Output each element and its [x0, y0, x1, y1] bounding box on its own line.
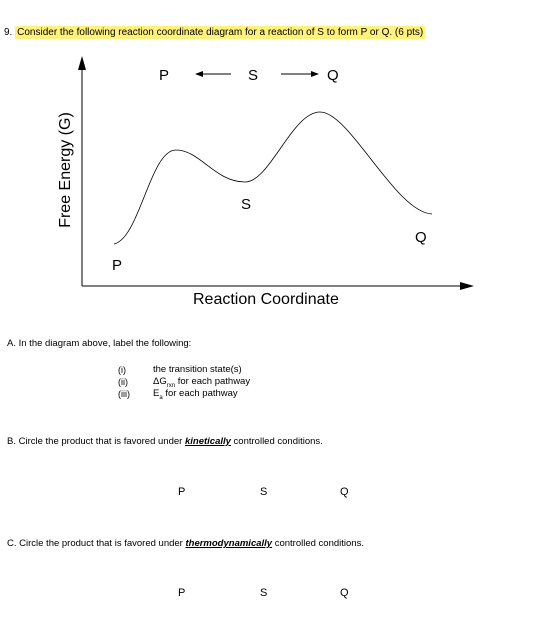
- part-a-item-3-text: [153, 388, 238, 401]
- y-axis-label: Free Energy (G): [57, 112, 74, 228]
- part-b-choice-s[interactable]: S: [260, 486, 268, 498]
- part-c-prompt-end: controlled conditions.: [272, 538, 364, 549]
- question-text: Consider the following reaction coordinate diagram for a reaction of S to form P or Q.: [17, 27, 393, 38]
- curve-label-q: Q: [415, 229, 427, 246]
- question-points: (6 pts): [394, 27, 424, 38]
- part-c-emphasis: thermodynamically: [185, 538, 273, 549]
- x-axis-label: Reaction Coordinate: [193, 291, 339, 308]
- curve-label-s: S: [241, 196, 252, 213]
- part-c-prompt-start: C. Circle the product that is favored under: [7, 538, 186, 549]
- energy-curve: [114, 112, 432, 244]
- part-c-choice-q[interactable]: Q: [340, 587, 349, 599]
- x-axis-arrowhead: [460, 282, 474, 290]
- part-b-choice-q[interactable]: Q: [340, 486, 349, 498]
- delta-g-symbol: ΔG: [153, 376, 167, 387]
- part-a-prompt: A. In the diagram above, label the following:: [7, 338, 192, 349]
- part-b-prompt: [7, 436, 323, 447]
- part-b-choice-p[interactable]: P: [178, 486, 186, 498]
- question-number: 9.: [4, 27, 13, 38]
- part-a-item-2-text: [153, 376, 250, 389]
- part-a-item-1-text: the transition state(s): [153, 364, 242, 375]
- part-b-emphasis: kinetically: [184, 436, 231, 447]
- part-c-choice-s[interactable]: S: [260, 587, 268, 599]
- curve-label-p: P: [112, 257, 123, 274]
- y-axis-arrowhead: [78, 56, 86, 70]
- part-a-item-3-num: (iii): [118, 389, 130, 399]
- ea-suffix: for each pathway: [162, 388, 238, 399]
- part-b-prompt-end: controlled conditions.: [230, 436, 323, 447]
- top-label-p: P: [159, 67, 170, 84]
- part-a-item-1-num: (i): [118, 365, 126, 375]
- delta-g-suffix: for each pathway: [175, 376, 251, 387]
- a-subscript: a: [159, 394, 163, 401]
- rxn-subscript: rxn: [166, 382, 176, 389]
- part-c-prompt: [7, 538, 364, 549]
- part-c-choice-p[interactable]: P: [178, 587, 186, 599]
- ea-symbol: E: [153, 388, 160, 399]
- part-a-item-2-num: (ii): [118, 377, 128, 387]
- top-label-q: Q: [327, 67, 339, 84]
- part-b-prompt-start: B. Circle the product that is favored under: [7, 436, 185, 447]
- top-label-s: S: [248, 67, 259, 84]
